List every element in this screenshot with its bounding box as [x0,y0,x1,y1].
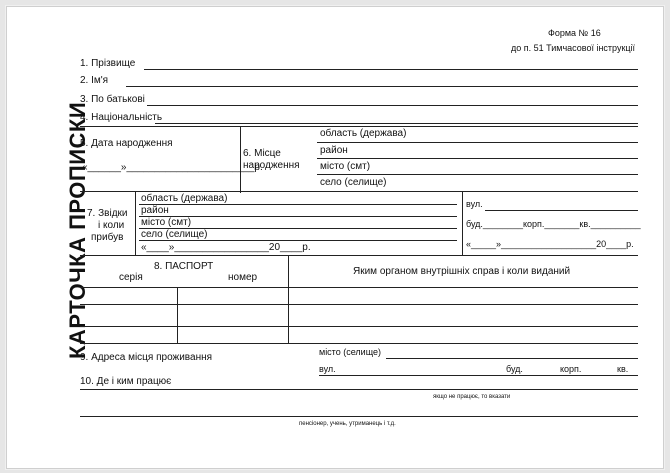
residence-city-field[interactable] [386,358,638,359]
nationality-field[interactable] [155,123,638,124]
section-divider [240,126,241,193]
table-divider [177,287,178,343]
table-row-line[interactable] [80,326,638,327]
birth-region-field[interactable] [317,142,638,143]
section-divider [135,191,136,255]
surname-label: 1. Прізвище [80,58,136,69]
birth-place-label-2: народження [243,160,300,171]
birth-place-label-1: 6. Місце [243,148,281,159]
birth-date-field[interactable]: «______»_______________________р. [82,162,263,173]
residence-building-label: буд. [506,364,523,374]
first-name-label: 2. Ім'я [80,75,109,86]
if-not-working-note: якщо не працює, то вказати [433,394,511,400]
birth-village-label: село (селище) [320,177,387,188]
arrival-label-1: 7. Звідки [87,208,128,219]
section-divider [80,191,638,192]
birth-district-label: район [320,145,348,156]
nationality-label: 4. Національність [80,112,163,123]
residence-address-label: 9. Адреса місця проживання [80,352,213,363]
birth-district-field[interactable] [317,158,638,159]
table-row-line [80,287,638,288]
birth-region-label: область (держава) [320,128,407,139]
instruction-ref: до п. 51 Тимчасової інструкції [511,43,636,53]
workplace-label: 10. Де і ким працює [80,376,172,387]
arrival-date-field[interactable]: «____»_________________20____р. [141,242,311,253]
registration-card [6,6,664,469]
residence-city-label: місто (селище) [319,347,382,357]
form-number: Форма № 16 [548,28,601,38]
workplace-field[interactable] [80,389,638,390]
section-divider [288,255,289,343]
right-date-field[interactable]: «_____»___________________20____р. [466,239,634,249]
section-divider [462,191,463,255]
street-label: вул. [466,199,483,209]
passport-series-header: серія [119,272,143,283]
birth-city-label: місто (смт) [320,161,371,172]
street-field[interactable] [485,210,638,211]
arrival-label-3: прибув [91,232,124,243]
birth-city-field[interactable] [317,174,638,175]
patronymic-label: 3. По батькові [80,94,145,105]
passport-title: 8. ПАСПОРТ [154,261,214,272]
residence-block-label: корп. [560,364,582,374]
residence-street-field[interactable] [319,375,638,376]
arrival-village-label: село (селище) [141,229,208,240]
residence-apartment-label: кв. [617,364,629,374]
arrival-region-field[interactable] [139,204,457,205]
table-row-line [80,343,638,344]
table-row-line[interactable] [80,304,638,305]
section-divider [80,126,638,127]
surname-field[interactable] [144,69,638,70]
workplace-field-2[interactable] [80,416,638,417]
arrival-region-label: область (держава) [141,193,228,204]
arrival-label-2: і коли [98,220,125,231]
first-name-field[interactable] [126,86,638,87]
section-divider [80,255,638,256]
arrival-village-field[interactable] [139,240,457,241]
arrival-district-label: район [141,205,169,216]
arrival-city-label: місто (смт) [141,217,192,228]
building-field[interactable]: буд.________корп._______кв.__________ [466,219,641,229]
status-note: пенсіонер, учень, утриманець і т.д. [299,421,396,427]
residence-street-label: вул. [319,364,336,374]
card-title: КАРТОЧКА ПРОПИСКИ [65,101,90,359]
birth-date-label: 5. Дата народження [80,138,173,149]
patronymic-field[interactable] [147,105,638,106]
issued-by-header: Яким органом внутрішніх справ і коли виданий [353,266,571,277]
passport-number-header: номер [228,272,258,283]
